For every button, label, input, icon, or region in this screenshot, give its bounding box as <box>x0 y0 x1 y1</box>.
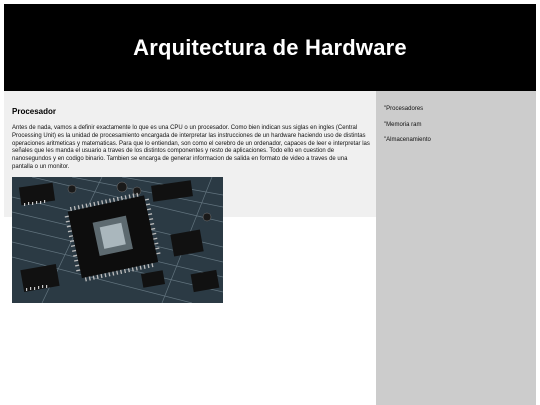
section-paragraph: Antes de nada, vamos a definir exactamente lo que es una CPU o un procesador. Como bien indican sus siglas en ingles (Central Processing Unit) es la unidad de procesamiento encargada de interpretar las instrucciones de un hardware haciendo uso de distintas operaciones aritmeticas y matematicas. Para que lo entiendan, son como el cerebro de un ordenador, capaces de leer e interpretar las señales que les manda el usuario a traves de los distintos componentes y resto de aplicaciones. Todo ello en cuestion de nanosegundos y en codigo binario. Tambien se encarga de generar informacion de salida en formato de video a traves de una pantalla o un monitor. <box>12 125 370 170</box>
sidebar-item-almacenamiento[interactable]: "Almacenamiento <box>384 137 431 143</box>
sidebar-item-procesadores[interactable]: "Procesadores <box>384 106 424 112</box>
sidebar <box>376 91 536 405</box>
page-header <box>4 4 536 91</box>
section-heading: Procesador <box>12 107 57 116</box>
page-title: Arquitectura de Hardware <box>133 34 407 60</box>
cpu-image <box>12 177 223 303</box>
sidebar-item-memoria-ram[interactable]: "Memoria ram <box>384 122 422 128</box>
